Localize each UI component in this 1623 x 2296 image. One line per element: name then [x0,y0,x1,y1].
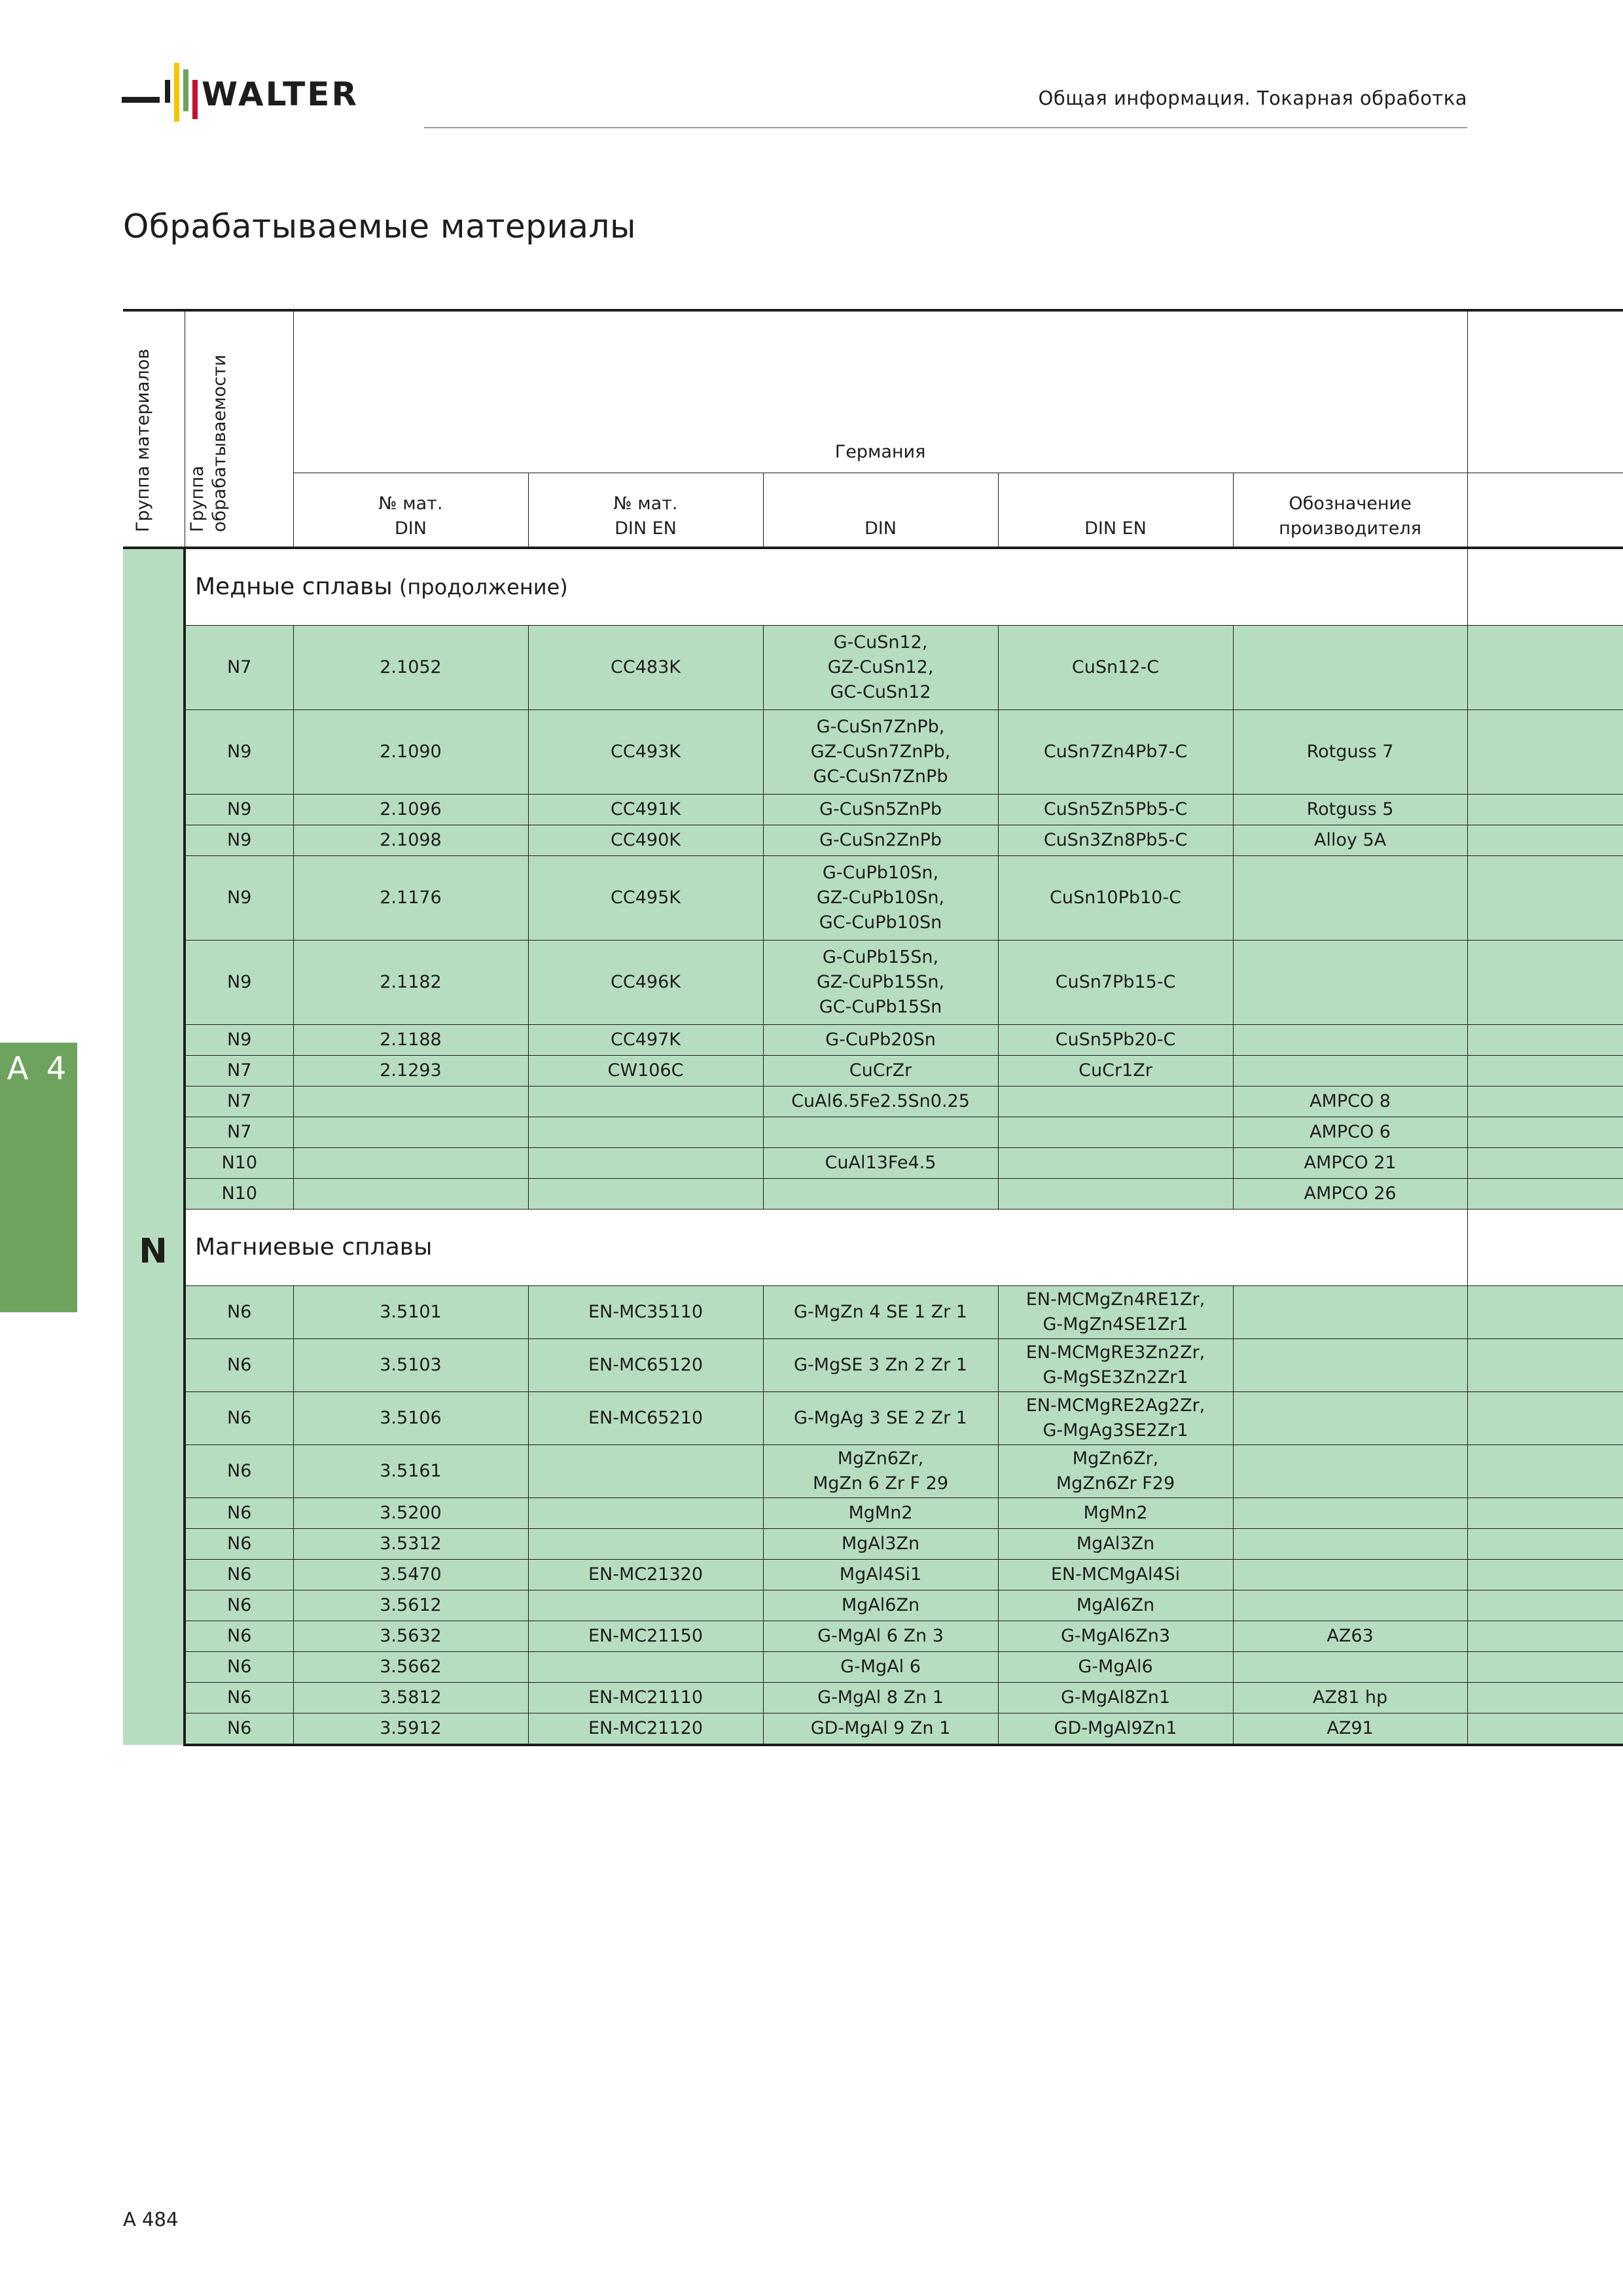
table-row [123,856,1623,941]
cell-maker: Alloy 5A [1233,825,1467,856]
cell-din-no: 3.5632 [293,1621,528,1652]
cell-extra [1467,1713,1623,1746]
cell-din-en-no: CC495K [528,856,763,941]
cell-din-en-no [528,1590,763,1621]
cell-din-no: 2.1096 [293,795,528,825]
cell-din-no: 2.1176 [293,856,528,941]
cell-din-en-no [528,1445,763,1498]
section-title-suffix: (продолжение) [392,575,568,600]
cell-din: G-MgAl 6 Zn 3 [763,1621,998,1652]
cell-din-en: CuSn3Zn8Pb5-C [998,825,1233,856]
subheader-extra [1467,473,1623,548]
cell-extra [1467,795,1623,825]
cell-extra [1467,1590,1623,1621]
cell-din: CuCrZr [763,1056,998,1086]
page-title: Обрабатываемые материалы [123,207,636,245]
cell-din-no: 2.1293 [293,1056,528,1086]
cell-grp: N6 [185,1339,293,1392]
cell-grp: N6 [185,1392,293,1445]
cell-din-no: 3.5101 [293,1286,528,1339]
cell-din: G-MgZn 4 SE 1 Zr 1 [763,1286,998,1339]
cell-din-no: 3.5612 [293,1590,528,1621]
cell-din: GD-MgAl 9 Zn 1 [763,1713,998,1746]
cell-din: MgZn6Zr, MgZn 6 Zr F 29 [763,1445,998,1498]
cell-maker [1233,856,1467,941]
cell-din-en: EN-MCMgRE2Ag2Zr, G-MgAg3SE2Zr1 [998,1392,1233,1445]
cell-din: G-CuSn12, GZ-CuSn12, GC-CuSn12 [763,626,998,710]
cell-din-en-no: CC483K [528,626,763,710]
table-row [123,1179,1623,1210]
table-row [123,1086,1623,1117]
cell-maker [1233,1652,1467,1683]
cell-din-no [293,1148,528,1179]
cell-extra [1467,1652,1623,1683]
cell-grp: N9 [185,795,293,825]
cell-maker [1233,1445,1467,1498]
table-row [123,1683,1623,1713]
material-group-letter: N [139,1232,168,1271]
cell-din-no: 3.5912 [293,1713,528,1746]
cell-din-en-no: CW106C [528,1056,763,1086]
table-row [123,1652,1623,1683]
cell-grp: N6 [185,1590,293,1621]
table-row [123,1339,1623,1392]
cell-extra [1467,1025,1623,1056]
cell-din-en: G-MgAl6 [998,1652,1233,1683]
subheader-manufacturer: Обозначение производителя [1233,473,1467,548]
cell-extra [1467,626,1623,710]
header-material-group-label: Группа материалов [133,348,153,532]
cell-grp: N6 [185,1498,293,1529]
cell-din-en-no: EN-MC21120 [528,1713,763,1746]
table-row [123,1529,1623,1560]
cell-maker [1233,1529,1467,1560]
cell-din: MgAl6Zn [763,1590,998,1621]
cell-maker: AZ63 [1233,1621,1467,1652]
subheader-din-en-no: № мат. DIN EN [528,473,763,548]
cell-maker [1233,1498,1467,1529]
subheader-din-no: № мат. DIN [293,473,528,548]
cell-extra [1467,1179,1623,1210]
header-machinability-group [185,310,293,548]
cell-grp: N7 [185,626,293,710]
cell-grp: N6 [185,1560,293,1590]
cell-extra [1467,1339,1623,1392]
cell-grp: N9 [185,825,293,856]
section-title-main: Медные сплавы [195,573,393,600]
cell-din-en-no [528,1529,763,1560]
table-row [123,1286,1623,1339]
cell-din-en-no: EN-MC65120 [528,1339,763,1392]
cell-din: CuAl13Fe4.5 [763,1148,998,1179]
cell-extra [1467,1621,1623,1652]
cell-maker [1233,941,1467,1025]
table-row [123,1590,1623,1621]
cell-maker [1233,1286,1467,1339]
cell-din-en: EN-MCMgRE3Zn2Zr, G-MgSE3Zn2Zr1 [998,1339,1233,1392]
cell-grp: N9 [185,941,293,1025]
cell-din-en: CuSn5Pb20-C [998,1025,1233,1056]
section-extra-cell [1467,548,1623,626]
cell-din-en-no [528,1086,763,1117]
cell-din: MgAl4Si1 [763,1560,998,1590]
table-row [123,825,1623,856]
cell-din-no: 2.1182 [293,941,528,1025]
cell-din-no: 3.5312 [293,1529,528,1560]
cell-extra [1467,941,1623,1025]
cell-din: G-MgAl 6 [763,1652,998,1683]
cell-din-no: 3.5200 [293,1498,528,1529]
cell-maker [1233,1392,1467,1445]
cell-extra [1467,1560,1623,1590]
cell-maker [1233,1590,1467,1621]
cell-din-en [998,1117,1233,1148]
cell-grp: N7 [185,1086,293,1117]
cell-extra [1467,825,1623,856]
cell-din: G-CuPb15Sn, GZ-CuPb15Sn, GC-CuPb15Sn [763,941,998,1025]
cell-maker [1233,626,1467,710]
cell-din-en-no: EN-MC21110 [528,1683,763,1713]
cell-din [763,1179,998,1210]
subheader-din: DIN [763,473,998,548]
cell-extra [1467,1445,1623,1498]
cell-din: G-CuPb10Sn, GZ-CuPb10Sn, GC-CuPb10Sn [763,856,998,941]
chapter-tab-label: A 4 [7,1050,71,1087]
table-row [123,1025,1623,1056]
cell-din-en: G-MgAl8Zn1 [998,1683,1233,1713]
cell-grp: N9 [185,856,293,941]
cell-maker: AMPCO 21 [1233,1148,1467,1179]
section-row [123,548,1623,626]
cell-din-en-no: CC490K [528,825,763,856]
cell-din-en-no [528,1148,763,1179]
cell-din-en-no: EN-MC21150 [528,1621,763,1652]
table-row [123,710,1623,795]
cell-extra [1467,1117,1623,1148]
cell-extra [1467,1086,1623,1117]
materials-table [123,309,1623,1746]
cell-din-no [293,1086,528,1117]
cell-grp: N6 [185,1286,293,1339]
cell-din-en: MgAl3Zn [998,1529,1233,1560]
cell-din-no: 2.1188 [293,1025,528,1056]
cell-maker [1233,1025,1467,1056]
cell-din-en-no: CC496K [528,941,763,1025]
cell-maker: AMPCO 8 [1233,1086,1467,1117]
cell-extra [1467,1683,1623,1713]
cell-maker [1233,1056,1467,1086]
cell-extra [1467,1286,1623,1339]
cell-din-en: EN-MCMgZn4RE1Zr, G-MgZn4SE1Zr1 [998,1286,1233,1339]
cell-din-no: 2.1052 [293,626,528,710]
cell-grp: N6 [185,1529,293,1560]
cell-din-en-no: EN-MC35110 [528,1286,763,1339]
table-row [123,1117,1623,1148]
section-row [123,1210,1623,1286]
cell-maker [1233,1339,1467,1392]
cell-din-en: CuSn12-C [998,626,1233,710]
cell-din-en: CuSn7Zn4Pb7-C [998,710,1233,795]
cell-grp: N7 [185,1056,293,1086]
cell-din-en [998,1086,1233,1117]
cell-din-en: GD-MgAl9Zn1 [998,1713,1233,1746]
header-machinability-group-label: Группа обрабатываемости [187,354,230,532]
cell-grp: N10 [185,1179,293,1210]
material-group-cell [123,548,185,1745]
subheader-din-en: DIN EN [998,473,1233,548]
cell-din-en: MgZn6Zr, MgZn6Zr F29 [998,1445,1233,1498]
table-row [123,1392,1623,1445]
cell-din-no: 3.5103 [293,1339,528,1392]
cell-din: G-CuSn5ZnPb [763,795,998,825]
cell-din-en: CuCr1Zr [998,1056,1233,1086]
table-row [123,1560,1623,1590]
cell-din-no [293,1179,528,1210]
cell-din-no: 2.1090 [293,710,528,795]
cell-grp: N6 [185,1683,293,1713]
cell-din-en: MgMn2 [998,1498,1233,1529]
cell-maker: AZ91 [1233,1713,1467,1746]
cell-din-no: 3.5470 [293,1560,528,1590]
section-title [185,548,1467,626]
cell-din: G-MgAg 3 SE 2 Zr 1 [763,1392,998,1445]
cell-din-en: G-MgAl6Zn3 [998,1621,1233,1652]
cell-extra [1467,1529,1623,1560]
walter-logo [122,60,397,132]
table-row [123,1148,1623,1179]
cell-din: CuAl6.5Fe2.5Sn0.25 [763,1086,998,1117]
cell-din-no: 3.5161 [293,1445,528,1498]
cell-din-en-no [528,1652,763,1683]
table-row [123,941,1623,1025]
cell-din: G-MgSE 3 Zn 2 Zr 1 [763,1339,998,1392]
cell-extra [1467,1056,1623,1086]
table-row [123,1621,1623,1652]
cell-din-en-no: CC493K [528,710,763,795]
header-divider [424,127,1467,128]
cell-din-en-no: CC491K [528,795,763,825]
cell-din: G-CuPb20Sn [763,1025,998,1056]
cell-din: G-CuSn7ZnPb, GZ-CuSn7ZnPb, GC-CuSn7ZnPb [763,710,998,795]
cell-grp: N6 [185,1621,293,1652]
section-title-main: Магниевые сплавы [195,1234,433,1261]
cell-grp: N6 [185,1445,293,1498]
table-row [123,1498,1623,1529]
cell-din-en: CuSn5Zn5Pb5-C [998,795,1233,825]
cell-din-en-no [528,1498,763,1529]
cell-din-en [998,1148,1233,1179]
header-caption: Общая информация. Токарная обработка [1038,87,1467,109]
header-extra [1467,310,1623,473]
cell-grp: N6 [185,1652,293,1683]
header-country: Германия [293,310,1467,473]
cell-din-en-no [528,1117,763,1148]
cell-maker: AMPCO 26 [1233,1179,1467,1210]
cell-din-en: MgAl6Zn [998,1590,1233,1621]
cell-din-en: CuSn10Pb10-C [998,856,1233,941]
cell-din: MgAl3Zn [763,1529,998,1560]
table-row [123,626,1623,710]
cell-din-no: 2.1098 [293,825,528,856]
cell-extra [1467,710,1623,795]
cell-din-en-no: EN-MC65210 [528,1392,763,1445]
page-number: A 484 [123,2208,179,2231]
header-material-group [123,310,185,548]
table-row [123,1713,1623,1746]
cell-maker: AMPCO 6 [1233,1117,1467,1148]
cell-extra [1467,1148,1623,1179]
cell-din: MgMn2 [763,1498,998,1529]
table-row [123,795,1623,825]
section-extra-cell [1467,1210,1623,1286]
cell-din-en [998,1179,1233,1210]
cell-din-en: EN-MCMgAl4Si [998,1560,1233,1590]
cell-maker: AZ81 hp [1233,1683,1467,1713]
cell-maker: Rotguss 5 [1233,795,1467,825]
cell-grp: N6 [185,1713,293,1746]
cell-grp: N9 [185,710,293,795]
cell-din-en-no [528,1179,763,1210]
cell-grp: N9 [185,1025,293,1056]
cell-grp: N7 [185,1117,293,1148]
cell-din-no: 3.5106 [293,1392,528,1445]
cell-din-no: 3.5662 [293,1652,528,1683]
section-title [185,1210,1467,1286]
cell-maker [1233,1560,1467,1590]
cell-extra [1467,856,1623,941]
cell-din: G-CuSn2ZnPb [763,825,998,856]
cell-din-en: CuSn7Pb15-C [998,941,1233,1025]
logo-wordmark: WALTER [202,75,359,113]
cell-din-no [293,1117,528,1148]
cell-grp: N10 [185,1148,293,1179]
table-row [123,1445,1623,1498]
cell-din: G-MgAl 8 Zn 1 [763,1683,998,1713]
table-row [123,1056,1623,1086]
cell-maker: Rotguss 7 [1233,710,1467,795]
cell-extra [1467,1498,1623,1529]
cell-extra [1467,1392,1623,1445]
cell-din-en-no: EN-MC21320 [528,1560,763,1590]
cell-din-no: 3.5812 [293,1683,528,1713]
cell-din-en-no: CC497K [528,1025,763,1056]
cell-din [763,1117,998,1148]
